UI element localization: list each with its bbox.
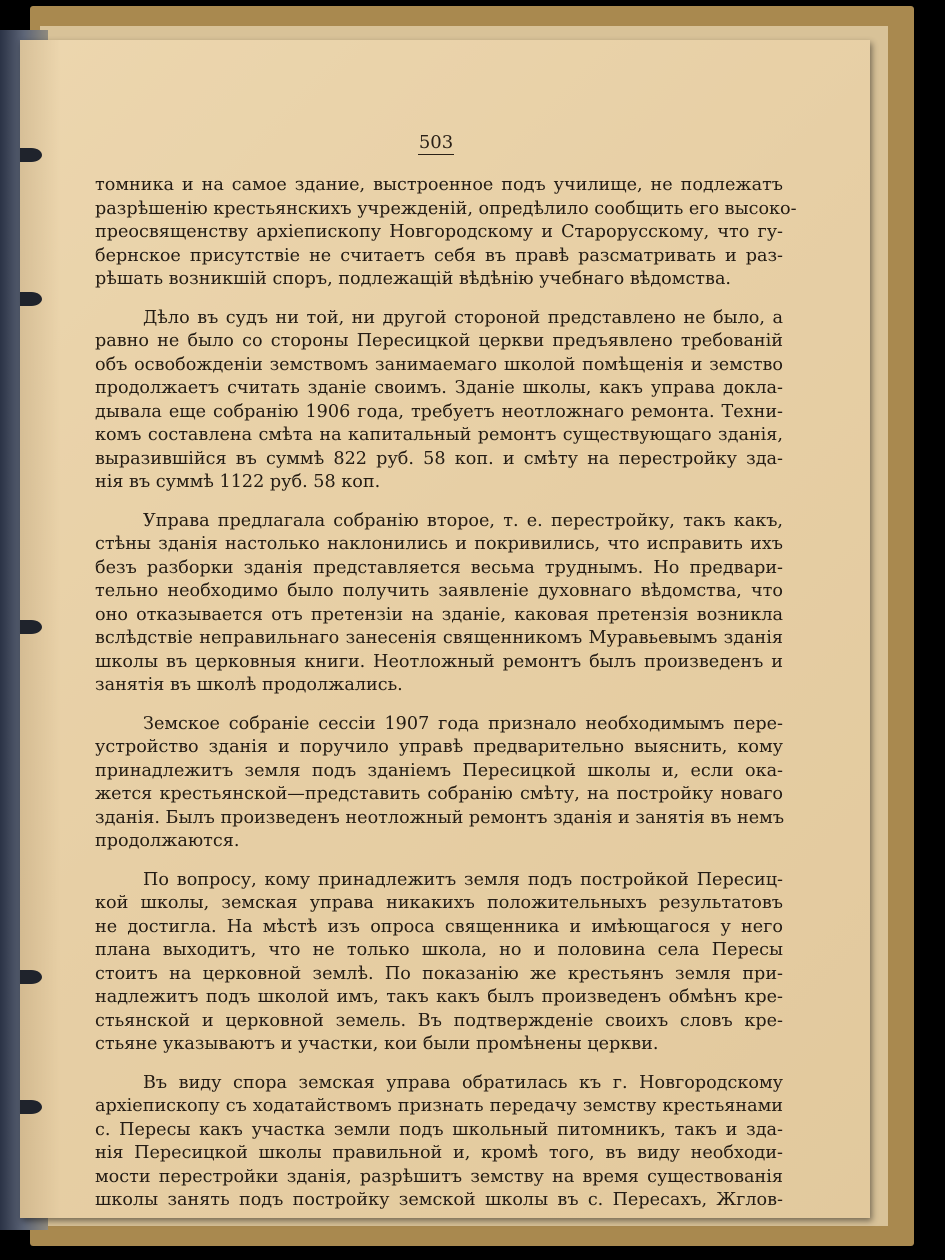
text-line: нія въ суммѣ 1122 руб. 58 коп.: [95, 472, 381, 492]
text-line: Управа предлагала собранію второе, т. е. перестройку, такъ какъ,: [143, 510, 783, 531]
text-line: стьяне указываютъ и участки, кои были промѣнены церкви.: [95, 1034, 659, 1054]
binding-notch: [20, 292, 42, 306]
text-line: занятія въ школѣ продолжались.: [95, 675, 403, 695]
binding-notch: [20, 970, 42, 984]
document-page: [20, 40, 870, 1218]
text-line: стьянской и церковной земель. Въ подтвержденіе своихъ словъ кре-: [95, 1010, 783, 1031]
text-line: вслѣдствіе неправильнаго занесенія священникомъ Муравьевымъ зданія: [95, 628, 783, 648]
text-line: Въ виду спора земская управа обратилась къ г. Новгородскому: [143, 1072, 783, 1093]
text-line: комъ составлена смѣта на капитальный ремонтъ существующаго зданія,: [95, 425, 783, 445]
paragraph: [95, 510, 783, 698]
paragraph: [95, 307, 783, 495]
text-line: зданія. Былъ произведенъ неотложный ремонтъ зданія и занятія въ немъ: [95, 807, 785, 828]
text-line: равно не было со стороны Пересицкой церкви предъявлено требованій: [95, 331, 783, 351]
text-line: выразившійся въ суммѣ 822 руб. 58 коп. и смѣту на перестройку зда-: [95, 448, 783, 469]
text-line: школы въ церковныя книги. Неотложный ремонтъ былъ произведенъ и: [95, 651, 783, 672]
text-line: с. Пересы какъ участка земли подъ школьный питомникъ, такъ и зда-: [95, 1119, 783, 1140]
text-line: Земское собраніе сессіи 1907 года признало необходимымъ пере-: [143, 713, 783, 734]
binding-notch: [20, 148, 42, 162]
text-line: объ освобожденіи земствомъ занимаемаго школой помѣщенія и земство: [95, 354, 783, 375]
text-line: стѣны зданія настолько наклонились и покривились, что исправить ихъ: [95, 534, 783, 554]
text-line: устройство зданія и поручило управѣ предварительно выяснить, кому: [95, 737, 783, 757]
text-line: Дѣло въ судъ ни той, ни другой стороной представлено не было, а: [143, 307, 783, 328]
paragraph: [95, 174, 797, 292]
text-line: тельно необходимо было получить заявленіе духовнаго вѣдомства, что: [95, 581, 783, 601]
text-line: бернское присутствіе не считаетъ себя въ правѣ разсматривать и раз-: [95, 245, 783, 266]
text-line: рѣшать возникшій споръ, подлежащій вѣдѣнію учебнаго вѣдомства.: [95, 269, 732, 289]
binding-notch: [20, 620, 42, 634]
text-line: томника и на самое здание, выстроенное подъ училище, не подлежатъ: [95, 175, 783, 195]
text-line: надлежитъ подъ школой имъ, такъ какъ былъ произведенъ обмѣнъ кре-: [95, 987, 783, 1007]
text-line: школы занять подъ постройку земской школы въ с. Пересахъ, Жглов-: [95, 1190, 783, 1210]
text-line: кой школы, земская управа никакихъ положительныхъ результатовъ: [95, 893, 783, 913]
text-line: продолжаетъ считать зданіе своимъ. Зданіе школы, какъ управа докла-: [95, 378, 783, 398]
text-line: По вопросу, кому принадлежитъ земля подъ постройкой Пересиц-: [143, 869, 783, 890]
text-line: мости перестройки зданія, разрѣшитъ земству на время существованія: [95, 1166, 783, 1187]
binding-notch: [20, 1100, 42, 1114]
body-text: [95, 174, 797, 1228]
page-number: 503: [418, 132, 454, 153]
text-line: принадлежитъ земля подъ зданіемъ Пересицкой школы и, если ока-: [95, 760, 783, 781]
text-line: безъ разборки зданія представляется весьма труднымъ. Но предвари-: [95, 557, 783, 578]
text-line: разрѣшенію крестьянскихъ учрежденій, опредѣлило сообщить его высоко-: [95, 198, 797, 219]
text-line: стоитъ на церковной землѣ. По показанію же крестьянъ земля при-: [95, 963, 783, 984]
paragraph: [95, 1072, 783, 1213]
paragraph: [95, 713, 783, 854]
paragraph: [95, 869, 783, 1057]
text-line: плана выходитъ, что не только школа, но и половина села Пересы: [95, 940, 783, 960]
text-line: дывала еще собранію 1906 года, требуетъ неотложнаго ремонта. Техни-: [95, 401, 783, 422]
text-line: нія Пересицкой школы правильной и, кромѣ того, въ виду необходи-: [95, 1143, 783, 1163]
text-line: жется крестьянской—представить собранію смѣту, на постройку новаго: [95, 784, 783, 804]
text-line: архіепископу съ ходатайствомъ признать передачу земству крестьянами: [95, 1096, 783, 1116]
text-line: продолжаются.: [95, 831, 240, 851]
text-line: преосвященству архіепископу Новгородскому и Старорусскому, что гу-: [95, 222, 783, 242]
text-line: не достигла. На мѣстѣ изъ опроса священника и имѣющагося у него: [95, 916, 783, 937]
text-line: оно отказывается отъ претензіи на зданіе, каковая претензія возникла: [95, 604, 783, 625]
